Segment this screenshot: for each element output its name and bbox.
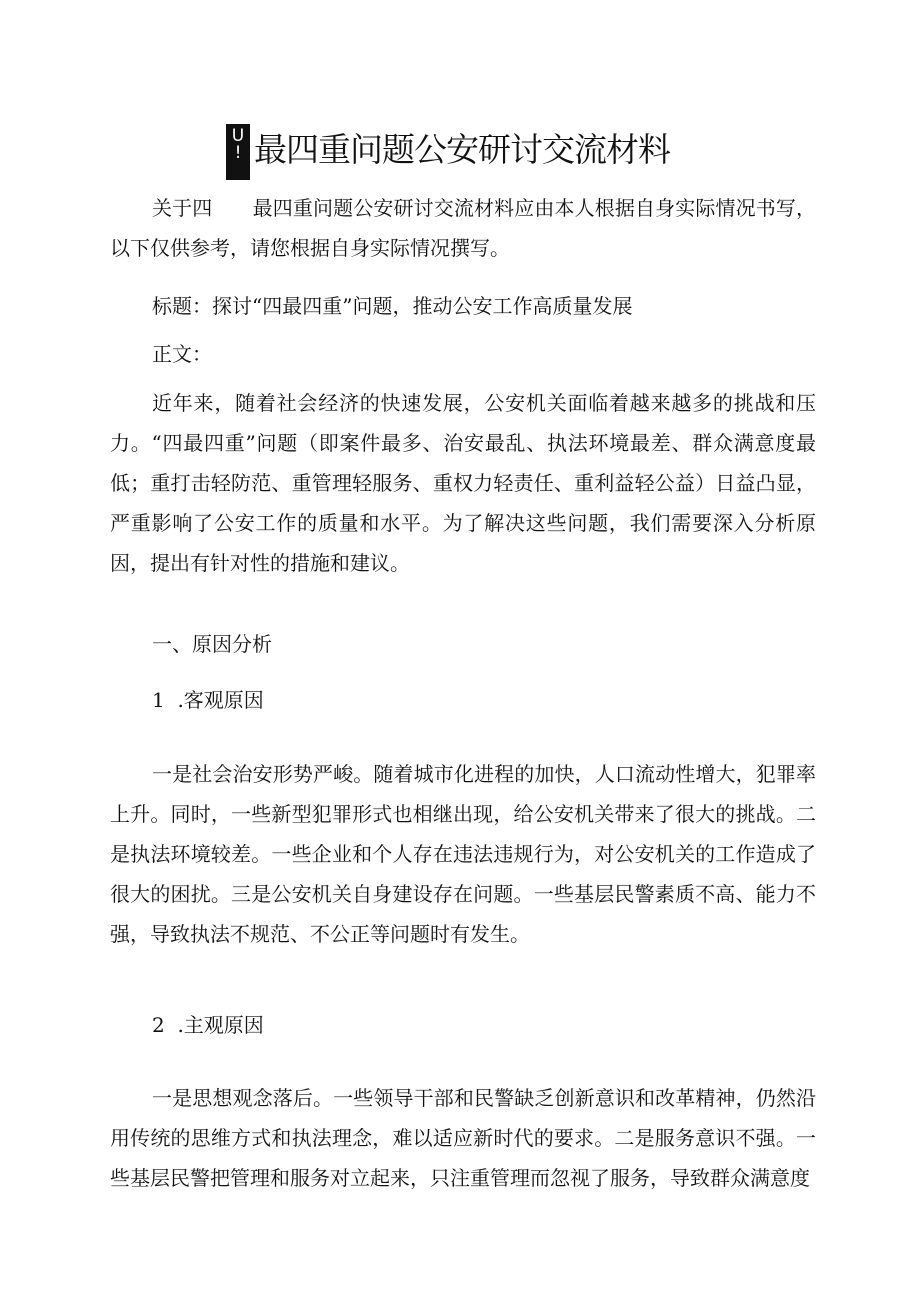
- title-mark-top: U: [231, 126, 245, 146]
- paragraph-subjective-causes: 一是思想观念落后。一些领导干部和民警缺乏创新意识和改革精神，仍然沿用传统的思维方式和执法理念，难以适应新时代的要求。二是服务意识不强。一些基层民警把管理和服务对立起来，只注重管理而忽视了服务，导致群众满意度: [110, 1086, 816, 1190]
- paragraph-background: 近年来，随着社会经济的快速发展，公安机关面临着越来越多的挑战和压力。“四最四重”问题（即案件最多、治安最乱、执法环境最差、群众满意度最低；重打击轻防范、重管理轻服务、重权力轻责任、重利益轻公益）日益凸显，严重影响了公安工作的质量和水平。为了解决这些问题，我们需要深入分析原因，提出有针对性的措施和建议。: [110, 391, 816, 575]
- heading-label: 标题：探讨“四最四重”问题，推动公安工作高质量发展: [152, 294, 633, 318]
- subheading-objective-causes: 1 .客观原因: [152, 688, 264, 712]
- section-heading-cause-analysis: 一、原因分析: [152, 632, 272, 656]
- intro-paragraph: 关于四 最四重问题公安研讨交流材料应由本人根据自身实际情况书写，以下仅供参考，请您根据自身实际情况撰写。: [110, 196, 816, 260]
- title-artifact-mark: [226, 124, 250, 180]
- title-mark-bottom: !: [234, 143, 242, 163]
- title-text: 最四重问题公安研讨交流材料: [254, 130, 670, 169]
- subheading-subjective-causes: 2 .主观原因: [152, 1013, 264, 1037]
- document-title: [0, 122, 920, 182]
- body-label: 正文：: [152, 342, 212, 366]
- paragraph-objective-causes: 一是社会治安形势严峻。随着城市化进程的加快，人口流动性增大，犯罪率上升。同时，一些新型犯罪形式也相继出现，给公安机关带来了很大的挑战。二是执法环境较差。一些企业和个人存在违法违规行为，对公安机关的工作造成了很大的困扰。三是公安机关自身建设存在问题。一些基层民警素质不高、能力不强，导致执法不规范、不公正等问题时有发生。: [110, 762, 816, 946]
